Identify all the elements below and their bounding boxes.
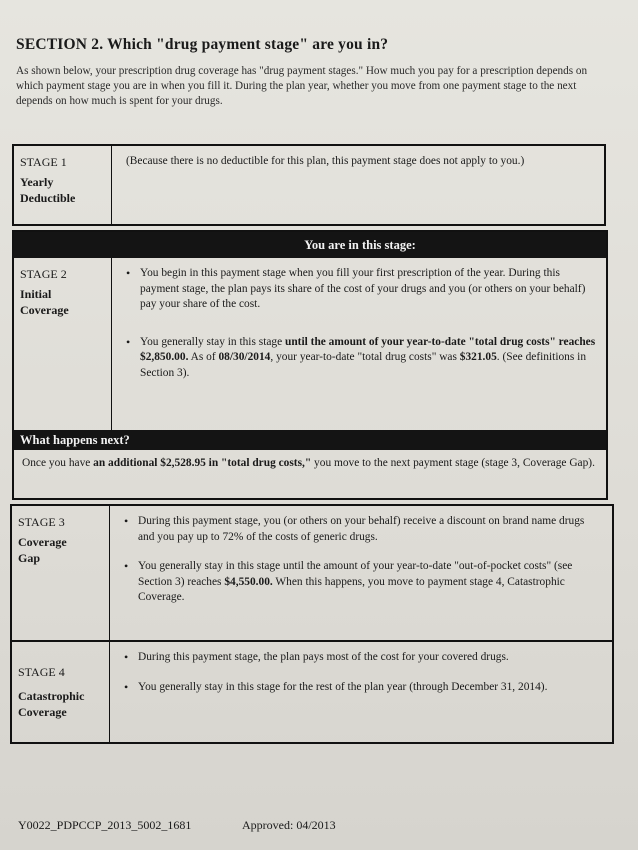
stage3-bullet-1	[124, 514, 602, 545]
stage3-row	[12, 506, 612, 640]
stage4-name-line2: Coverage	[18, 705, 67, 719]
stage4-bullet-1-text: During this payment stage, the plan pays most of the cost for your covered drugs.	[138, 651, 509, 663]
stage2-bullet-1	[126, 266, 596, 313]
stage2-bullet-2-text-e: , your year-to-date "total drug costs" was	[270, 351, 460, 363]
stage3-label	[12, 506, 110, 640]
stage1-name-line1: Yearly	[20, 175, 54, 189]
stage2-ytd-cost: $321.05	[459, 351, 497, 363]
section-intro: As shown below, your prescription drug coverage has "drug payment stages." How much you pay for a prescription depends on which payment stage you are in when you fill it. During the plan year, whether you move from one payment stage to the next depends on how much is spent for your drugs.	[16, 65, 588, 107]
what-next-amount: an additional $2,528.95 in "total drug costs,"	[93, 457, 312, 469]
stage3-name-line1: Coverage	[18, 535, 67, 549]
section-heading: SECTION 2. Which "drug payment stage" are you in?	[16, 36, 389, 53]
footer-code: Y0022_PDPCCP_2013_5002_1681	[18, 818, 192, 832]
stage4-name-line1: Catastrophic	[18, 689, 85, 703]
stage3-threshold: $4,550.00.	[224, 575, 273, 588]
stage4-row	[12, 642, 612, 742]
what-next-title: What happens next?	[20, 433, 130, 447]
stage4-bullet-2	[124, 680, 602, 696]
stage2-threshold: until the amount of your year-to-date "total drug costs" reaches $2,850.00.	[140, 335, 596, 363]
stage2-bullet-1-text: You begin in this payment stage when you fill your first prescription of the year. During this payment stage, the plan pays its share of the cost of your drugs and you (or others on your behalf) pay your share of the cost.	[140, 267, 586, 310]
stage4-number: STAGE 4	[18, 665, 65, 679]
stage2-content	[112, 258, 606, 430]
stage4-bullet-2-text: You generally stay in this stage for the rest of the plan year (through December 31, 2014).	[138, 680, 548, 693]
stage2-as-of-date: 08/30/2014	[218, 351, 271, 363]
what-next-banner	[14, 430, 606, 450]
stage3-4-box	[10, 504, 614, 744]
stage1-box	[12, 144, 606, 226]
stage3-number: STAGE 3	[18, 515, 65, 529]
stage1-number: STAGE 1	[20, 155, 67, 169]
stage4-content	[110, 642, 612, 742]
stage2-bullet-2-text-c: As of	[188, 351, 219, 363]
stage4-bullet-1	[124, 650, 602, 666]
stage3-bullet-2-text-a: You generally stay in this stage until the amount of your year-to-date "out-of-pocket costs" (see Section 3) reaches	[138, 560, 573, 588]
what-next-text-c: you move to the next payment stage (stage 3, Coverage Gap).	[311, 457, 595, 469]
stage4-label	[12, 642, 110, 742]
stage3-content	[110, 506, 612, 640]
stage3-name-line2: Gap	[18, 551, 41, 565]
current-stage-banner	[14, 232, 606, 258]
stage2-box	[12, 230, 608, 500]
stage3-bullet-2	[124, 559, 602, 606]
stage2-bullet-2-text-a: You generally stay in this stage	[140, 335, 286, 348]
stage2-name-line2: Coverage	[20, 303, 69, 317]
stage3-bullet-1-text: During this payment stage, you (or others on your behalf) receive a discount on brand name drugs and you pay up to 72% of the costs of generic drugs.	[138, 515, 585, 543]
stage2-bullet-2-text-g: . (See definitions in Section 3).	[140, 351, 587, 379]
stage1-label	[14, 146, 112, 224]
what-next-text-a: Once you have	[22, 457, 94, 469]
stage2-name-line1: Initial	[20, 287, 52, 301]
stage3-bullet-2-text-c: When this happens, you move to payment stage 4, Catastrophic Coverage.	[138, 575, 565, 603]
stage1-text: (Because there is no deductible for this plan, this payment stage does not apply to you.)	[126, 155, 525, 167]
stage2-row	[14, 258, 606, 430]
stage2-bullet-2	[126, 335, 596, 382]
what-next-row	[14, 454, 606, 474]
stage1-content	[112, 146, 604, 224]
stage1-name-line2: Deductible	[20, 191, 76, 205]
footer-approved: Approved: 04/2013	[242, 818, 336, 832]
stage2-label	[14, 258, 112, 430]
current-stage-text: You are in this stage:	[304, 238, 416, 252]
stage2-number: STAGE 2	[20, 267, 67, 281]
